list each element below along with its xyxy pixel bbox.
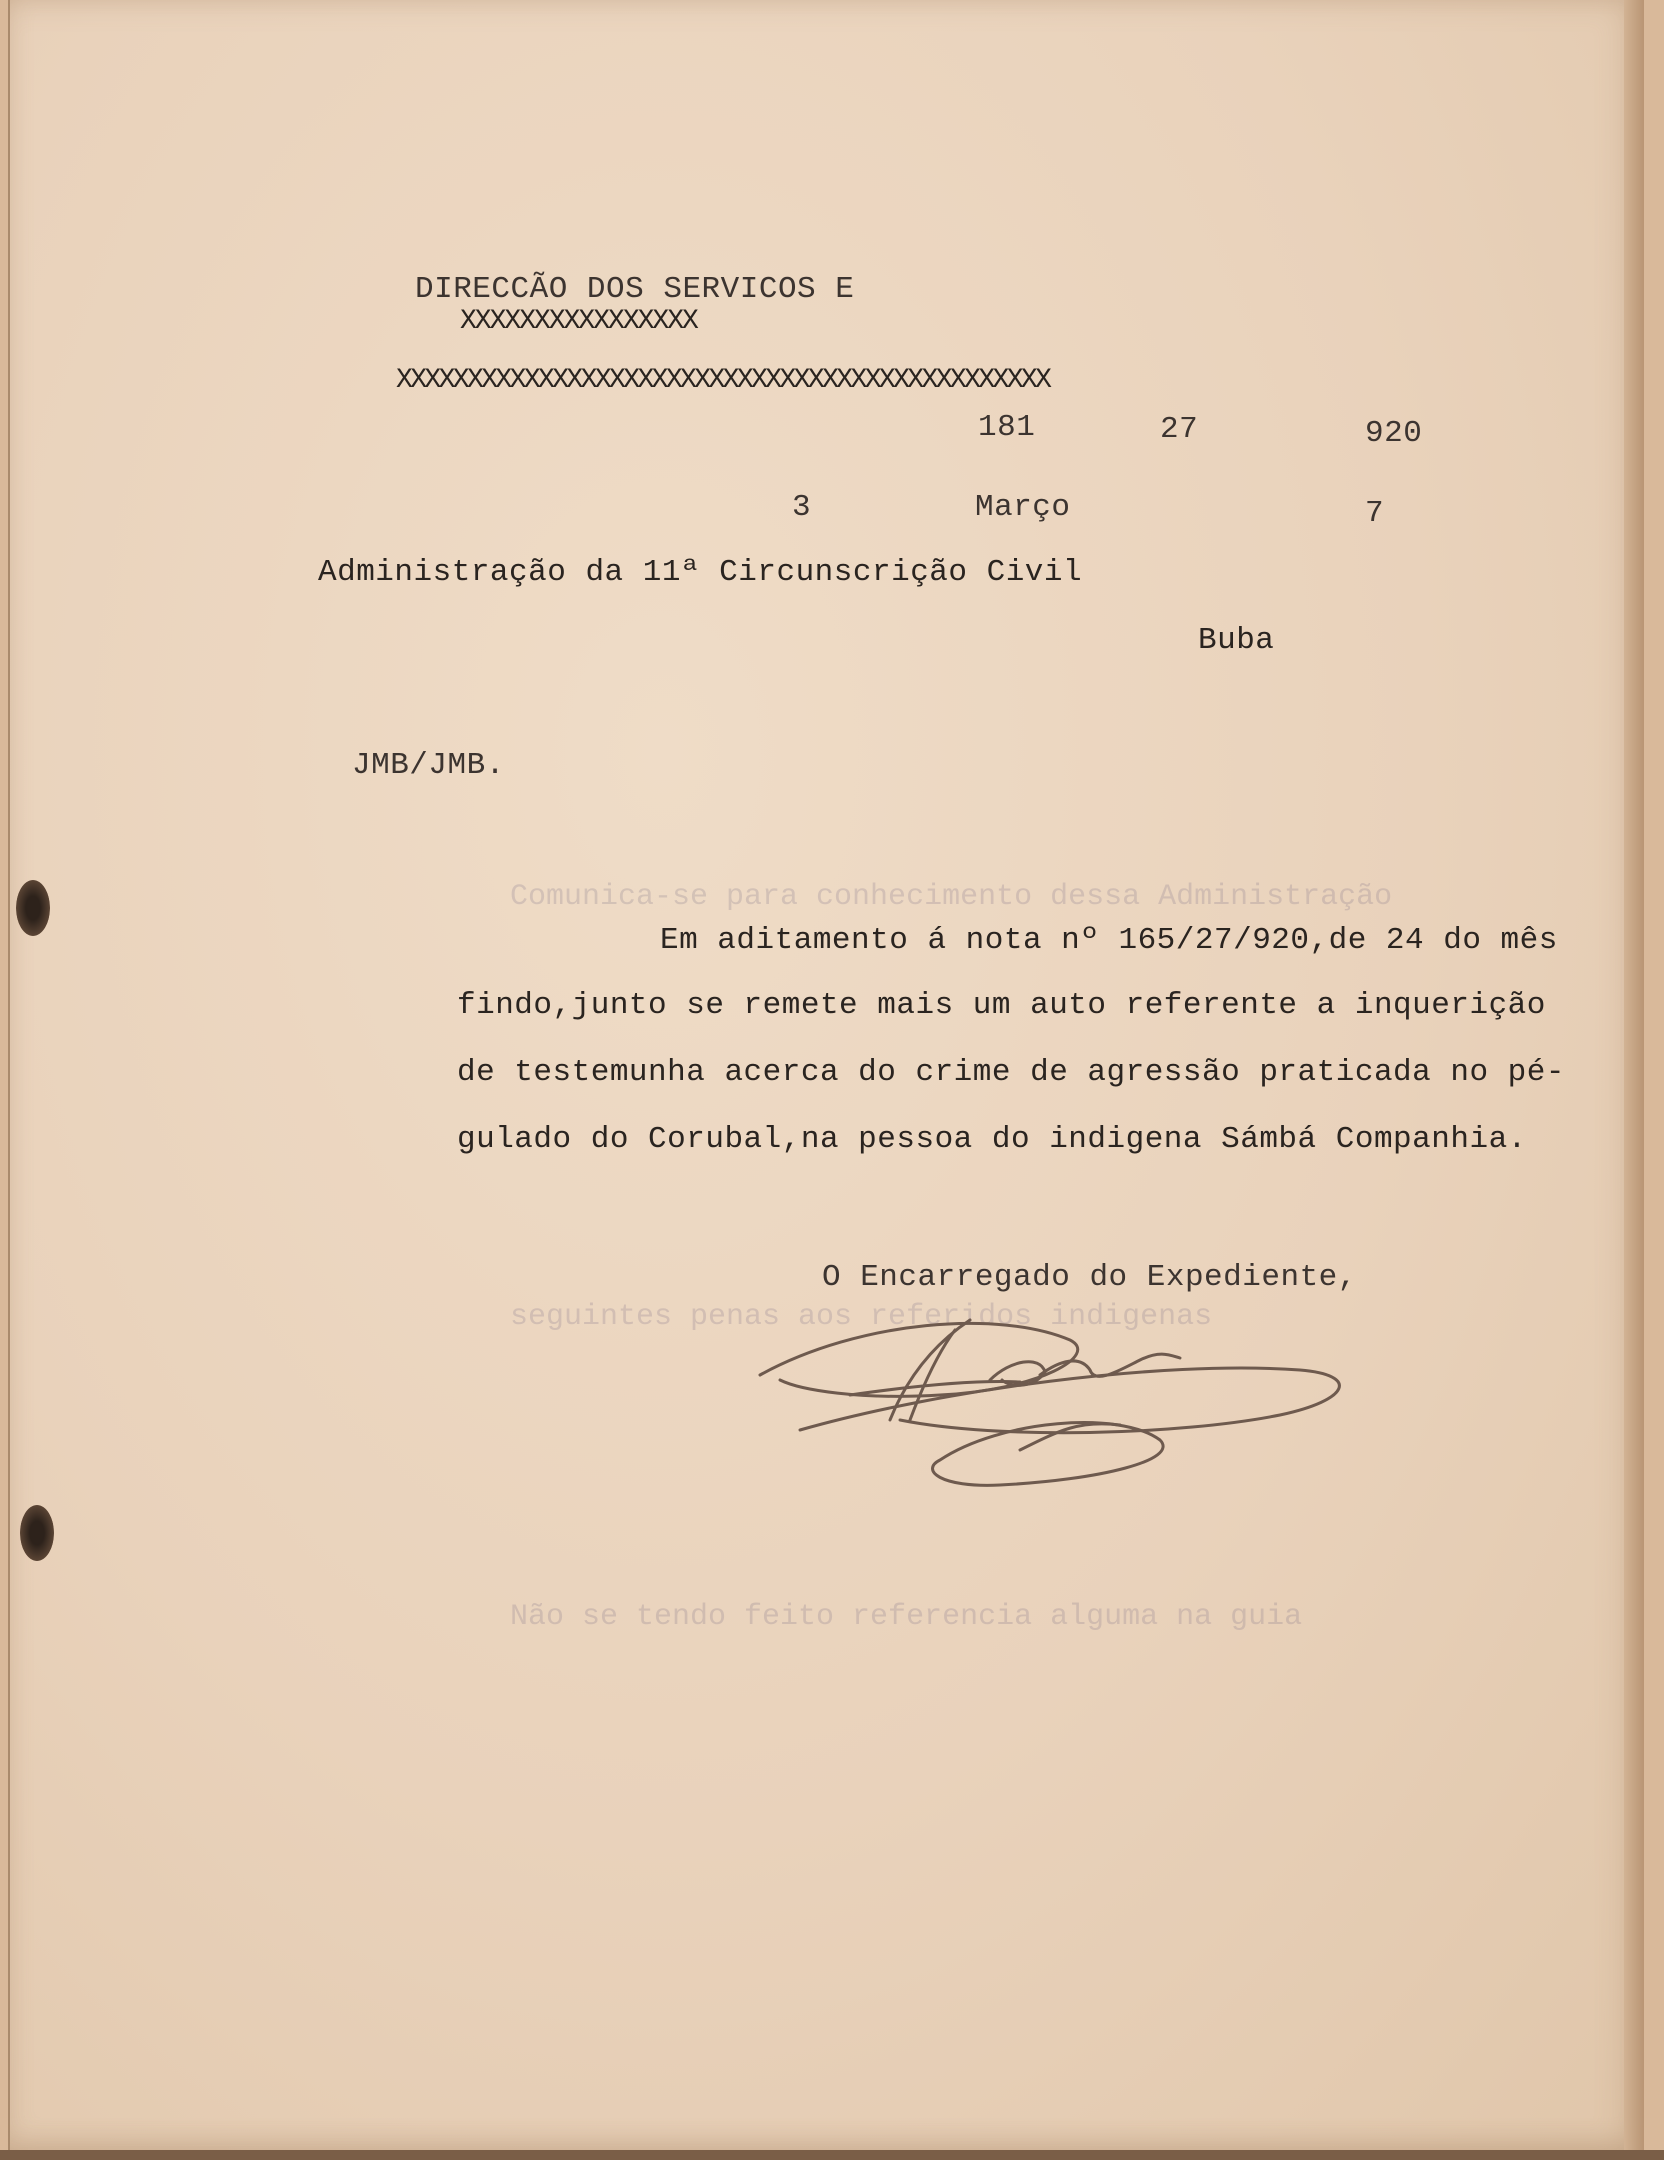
addressee-name: Administração da 11ª Circunscrição Civil xyxy=(318,555,1083,590)
bleed-through-text: seguintes penas aos referidos indigenas xyxy=(510,1300,1213,1334)
header-line-3: XXXXXXXXXXXXXXXXXXXXXXXXXXXXXXXXXXXXXXXXXXXXXX xyxy=(396,365,1050,396)
punch-hole-top xyxy=(16,880,50,936)
bleed-through-text: Comunica-se para conhecimento dessa Administração xyxy=(510,880,1393,914)
closing-line: O Encarregado do Expediente, xyxy=(822,1260,1357,1295)
body-line-1: Em aditamento á nota nº 165/27/920,de 24 do mês xyxy=(660,923,1558,958)
reference-number: 181 xyxy=(978,410,1036,445)
page-number: 7 xyxy=(1365,496,1385,531)
header-line-2: XXXXXXXXXXXXXXXX xyxy=(460,306,697,337)
body-line-2: findo,junto se remete mais um auto referente a inquerição xyxy=(457,988,1546,1023)
header-line-1: DIRECCÃO DOS SERVICOS E xyxy=(415,272,855,307)
body-line-3: de testemunha acerca do crime de agressão praticada no pé- xyxy=(457,1055,1565,1090)
reference-year: 920 xyxy=(1365,416,1423,451)
bottom-edge xyxy=(0,2150,1664,2160)
date-month: Março xyxy=(975,490,1071,525)
date-day: 3 xyxy=(792,490,812,525)
initials: JMB/JMB. xyxy=(352,748,505,783)
punch-hole-bottom xyxy=(20,1505,54,1561)
paper-edge xyxy=(1624,0,1644,2160)
body-line-4: gulado do Corubal,na pessoa do indigena Sámbá Companhia. xyxy=(457,1122,1527,1157)
addressee-place: Buba xyxy=(1198,623,1275,658)
bleed-through-text: Não se tendo feito referencia alguma na guia xyxy=(510,1600,1303,1634)
handwritten-signature xyxy=(740,1300,1400,1520)
reference-series: 27 xyxy=(1160,412,1199,447)
document-page xyxy=(8,0,1644,2152)
